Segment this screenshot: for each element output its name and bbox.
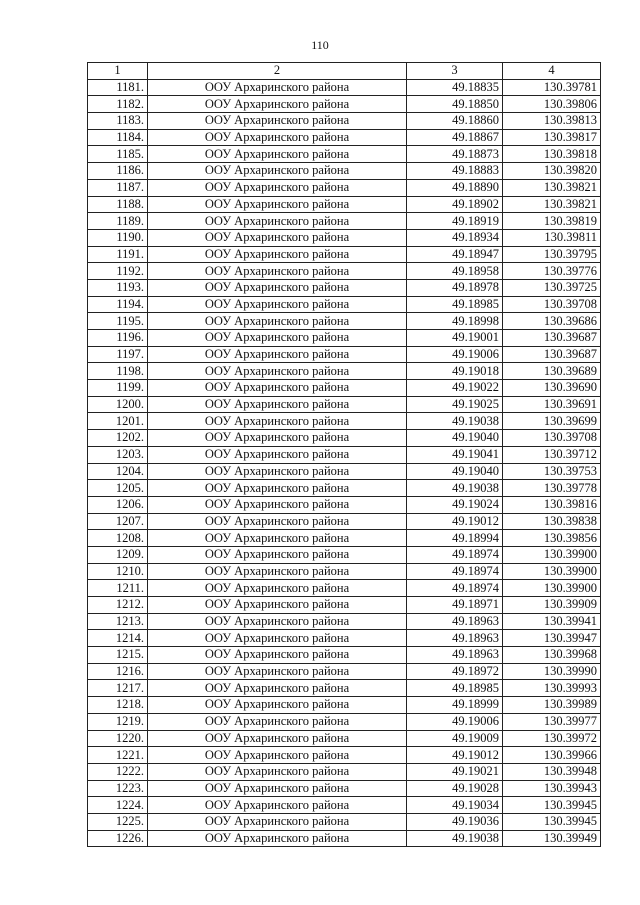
longitude-cell: 130.39943 <box>503 780 601 797</box>
row-number-cell: 1225. <box>88 813 148 830</box>
table-row <box>88 246 601 263</box>
table-row <box>88 713 601 730</box>
table-row <box>88 480 601 497</box>
longitude-cell: 130.39945 <box>503 813 601 830</box>
organization-cell: ООУ Архаринского района <box>148 213 407 230</box>
latitude-cell: 49.19041 <box>407 446 503 463</box>
organization-cell: ООУ Архаринского района <box>148 513 407 530</box>
longitude-cell: 130.39712 <box>503 446 601 463</box>
longitude-cell: 130.39821 <box>503 179 601 196</box>
latitude-cell: 49.18971 <box>407 597 503 614</box>
organization-cell: ООУ Архаринского района <box>148 597 407 614</box>
table-row <box>88 363 601 380</box>
table-row <box>88 296 601 313</box>
organization-cell: ООУ Архаринского района <box>148 279 407 296</box>
row-number-cell: 1198. <box>88 363 148 380</box>
table-row <box>88 396 601 413</box>
row-number-cell: 1215. <box>88 647 148 664</box>
row-number-cell: 1206. <box>88 496 148 513</box>
table-row <box>88 546 601 563</box>
latitude-cell: 49.18974 <box>407 580 503 597</box>
organization-cell: ООУ Архаринского района <box>148 630 407 647</box>
latitude-cell: 49.19038 <box>407 830 503 847</box>
latitude-cell: 49.19012 <box>407 513 503 530</box>
row-number-cell: 1224. <box>88 797 148 814</box>
row-number-cell: 1189. <box>88 213 148 230</box>
latitude-cell: 49.18974 <box>407 563 503 580</box>
row-number-cell: 1221. <box>88 747 148 764</box>
row-number-cell: 1213. <box>88 613 148 630</box>
longitude-cell: 130.39690 <box>503 380 601 397</box>
table-row <box>88 113 601 130</box>
organization-cell: ООУ Архаринского района <box>148 613 407 630</box>
column-header: 2 <box>148 63 407 80</box>
longitude-cell: 130.39725 <box>503 279 601 296</box>
organization-cell: ООУ Архаринского района <box>148 446 407 463</box>
table-row <box>88 196 601 213</box>
latitude-cell: 49.18963 <box>407 613 503 630</box>
table-row <box>88 563 601 580</box>
table-row <box>88 96 601 113</box>
longitude-cell: 130.39820 <box>503 163 601 180</box>
table-row <box>88 179 601 196</box>
latitude-cell: 49.18958 <box>407 263 503 280</box>
longitude-cell: 130.39900 <box>503 563 601 580</box>
table-row <box>88 380 601 397</box>
longitude-cell: 130.39945 <box>503 797 601 814</box>
organization-cell: ООУ Архаринского района <box>148 79 407 96</box>
table-row <box>88 346 601 363</box>
organization-cell: ООУ Архаринского района <box>148 530 407 547</box>
coordinates-table <box>87 62 601 847</box>
latitude-cell: 49.19012 <box>407 747 503 764</box>
row-number-cell: 1212. <box>88 597 148 614</box>
table-row <box>88 830 601 847</box>
longitude-cell: 130.39968 <box>503 647 601 664</box>
longitude-cell: 130.39699 <box>503 413 601 430</box>
organization-cell: ООУ Архаринского района <box>148 496 407 513</box>
organization-cell: ООУ Архаринского района <box>148 363 407 380</box>
row-number-cell: 1220. <box>88 730 148 747</box>
table-row <box>88 513 601 530</box>
latitude-cell: 49.18902 <box>407 196 503 213</box>
organization-cell: ООУ Архаринского района <box>148 763 407 780</box>
row-number-cell: 1184. <box>88 129 148 146</box>
table-row <box>88 446 601 463</box>
organization-cell: ООУ Архаринского района <box>148 413 407 430</box>
table-row <box>88 413 601 430</box>
longitude-cell: 130.39753 <box>503 463 601 480</box>
row-number-cell: 1200. <box>88 396 148 413</box>
organization-cell: ООУ Архаринского района <box>148 830 407 847</box>
latitude-cell: 49.19001 <box>407 330 503 347</box>
organization-cell: ООУ Архаринского района <box>148 647 407 664</box>
table-row <box>88 129 601 146</box>
organization-cell: ООУ Архаринского района <box>148 129 407 146</box>
latitude-cell: 49.19040 <box>407 430 503 447</box>
row-number-cell: 1196. <box>88 330 148 347</box>
latitude-cell: 49.18860 <box>407 113 503 130</box>
latitude-cell: 49.18978 <box>407 279 503 296</box>
organization-cell: ООУ Архаринского района <box>148 430 407 447</box>
organization-cell: ООУ Архаринского района <box>148 480 407 497</box>
longitude-cell: 130.39949 <box>503 830 601 847</box>
organization-cell: ООУ Архаринского района <box>148 797 407 814</box>
column-header: 3 <box>407 63 503 80</box>
row-number-cell: 1182. <box>88 96 148 113</box>
latitude-cell: 49.18873 <box>407 146 503 163</box>
column-header: 4 <box>503 63 601 80</box>
row-number-cell: 1210. <box>88 563 148 580</box>
organization-cell: ООУ Архаринского района <box>148 163 407 180</box>
longitude-cell: 130.39708 <box>503 296 601 313</box>
organization-cell: ООУ Архаринского района <box>148 580 407 597</box>
longitude-cell: 130.39795 <box>503 246 601 263</box>
row-number-cell: 1190. <box>88 229 148 246</box>
row-number-cell: 1216. <box>88 663 148 680</box>
latitude-cell: 49.18999 <box>407 697 503 714</box>
longitude-cell: 130.39811 <box>503 229 601 246</box>
table-row <box>88 79 601 96</box>
row-number-cell: 1219. <box>88 713 148 730</box>
longitude-cell: 130.39948 <box>503 763 601 780</box>
longitude-cell: 130.39817 <box>503 129 601 146</box>
organization-cell: ООУ Архаринского района <box>148 113 407 130</box>
organization-cell: ООУ Архаринского района <box>148 296 407 313</box>
column-header: 1 <box>88 63 148 80</box>
latitude-cell: 49.18985 <box>407 680 503 697</box>
organization-cell: ООУ Архаринского района <box>148 663 407 680</box>
organization-cell: ООУ Архаринского района <box>148 780 407 797</box>
row-number-cell: 1181. <box>88 79 148 96</box>
row-number-cell: 1192. <box>88 263 148 280</box>
longitude-cell: 130.39900 <box>503 546 601 563</box>
organization-cell: ООУ Архаринского района <box>148 246 407 263</box>
row-number-cell: 1193. <box>88 279 148 296</box>
longitude-cell: 130.39708 <box>503 430 601 447</box>
latitude-cell: 49.19025 <box>407 396 503 413</box>
table-row <box>88 647 601 664</box>
longitude-cell: 130.39806 <box>503 96 601 113</box>
row-number-cell: 1187. <box>88 179 148 196</box>
page-number: 110 <box>311 38 329 52</box>
longitude-cell: 130.39966 <box>503 747 601 764</box>
organization-cell: ООУ Архаринского района <box>148 346 407 363</box>
longitude-cell: 130.39818 <box>503 146 601 163</box>
latitude-cell: 49.19024 <box>407 496 503 513</box>
latitude-cell: 49.19006 <box>407 713 503 730</box>
organization-cell: ООУ Архаринского района <box>148 313 407 330</box>
row-number-cell: 1207. <box>88 513 148 530</box>
row-number-cell: 1211. <box>88 580 148 597</box>
longitude-cell: 130.39687 <box>503 330 601 347</box>
latitude-cell: 49.18998 <box>407 313 503 330</box>
organization-cell: ООУ Архаринского района <box>148 229 407 246</box>
latitude-cell: 49.18867 <box>407 129 503 146</box>
latitude-cell: 49.18985 <box>407 296 503 313</box>
organization-cell: ООУ Архаринского района <box>148 563 407 580</box>
table-row <box>88 263 601 280</box>
latitude-cell: 49.18947 <box>407 246 503 263</box>
table-row <box>88 313 601 330</box>
row-number-cell: 1205. <box>88 480 148 497</box>
row-number-cell: 1199. <box>88 380 148 397</box>
longitude-cell: 130.39816 <box>503 496 601 513</box>
longitude-cell: 130.39941 <box>503 613 601 630</box>
table-row <box>88 630 601 647</box>
latitude-cell: 49.18972 <box>407 663 503 680</box>
latitude-cell: 49.18994 <box>407 530 503 547</box>
row-number-cell: 1185. <box>88 146 148 163</box>
latitude-cell: 49.19022 <box>407 380 503 397</box>
organization-cell: ООУ Архаринского района <box>148 380 407 397</box>
table-row <box>88 213 601 230</box>
latitude-cell: 49.19040 <box>407 463 503 480</box>
row-number-cell: 1204. <box>88 463 148 480</box>
organization-cell: ООУ Архаринского района <box>148 697 407 714</box>
latitude-cell: 49.19038 <box>407 480 503 497</box>
longitude-cell: 130.39977 <box>503 713 601 730</box>
table-row <box>88 597 601 614</box>
row-number-cell: 1218. <box>88 697 148 714</box>
row-number-cell: 1188. <box>88 196 148 213</box>
longitude-cell: 130.39993 <box>503 680 601 697</box>
row-number-cell: 1183. <box>88 113 148 130</box>
table-row <box>88 663 601 680</box>
table-body <box>88 79 601 847</box>
organization-cell: ООУ Архаринского района <box>148 680 407 697</box>
latitude-cell: 49.18835 <box>407 79 503 96</box>
row-number-cell: 1222. <box>88 763 148 780</box>
row-number-cell: 1186. <box>88 163 148 180</box>
longitude-cell: 130.39689 <box>503 363 601 380</box>
table-row <box>88 496 601 513</box>
organization-cell: ООУ Архаринского района <box>148 730 407 747</box>
table-row <box>88 613 601 630</box>
latitude-cell: 49.18919 <box>407 213 503 230</box>
longitude-cell: 130.39819 <box>503 213 601 230</box>
organization-cell: ООУ Архаринского района <box>148 713 407 730</box>
latitude-cell: 49.19021 <box>407 763 503 780</box>
longitude-cell: 130.39900 <box>503 580 601 597</box>
latitude-cell: 49.18934 <box>407 229 503 246</box>
table-row <box>88 580 601 597</box>
organization-cell: ООУ Архаринского района <box>148 146 407 163</box>
latitude-cell: 49.19009 <box>407 730 503 747</box>
table-row <box>88 763 601 780</box>
latitude-cell: 49.18883 <box>407 163 503 180</box>
row-number-cell: 1201. <box>88 413 148 430</box>
latitude-cell: 49.19034 <box>407 797 503 814</box>
row-number-cell: 1195. <box>88 313 148 330</box>
row-number-cell: 1226. <box>88 830 148 847</box>
longitude-cell: 130.39856 <box>503 530 601 547</box>
longitude-cell: 130.39813 <box>503 113 601 130</box>
organization-cell: ООУ Архаринского района <box>148 96 407 113</box>
longitude-cell: 130.39687 <box>503 346 601 363</box>
longitude-cell: 130.39778 <box>503 480 601 497</box>
table-row <box>88 747 601 764</box>
longitude-cell: 130.39686 <box>503 313 601 330</box>
row-number-cell: 1223. <box>88 780 148 797</box>
table-row <box>88 146 601 163</box>
longitude-cell: 130.39989 <box>503 697 601 714</box>
table-row <box>88 163 601 180</box>
latitude-cell: 49.19038 <box>407 413 503 430</box>
row-number-cell: 1191. <box>88 246 148 263</box>
longitude-cell: 130.39776 <box>503 263 601 280</box>
row-number-cell: 1197. <box>88 346 148 363</box>
row-number-cell: 1194. <box>88 296 148 313</box>
organization-cell: ООУ Архаринского района <box>148 546 407 563</box>
latitude-cell: 49.19036 <box>407 813 503 830</box>
longitude-cell: 130.39781 <box>503 79 601 96</box>
organization-cell: ООУ Архаринского района <box>148 396 407 413</box>
table-row <box>88 730 601 747</box>
table-row <box>88 330 601 347</box>
table-row <box>88 279 601 296</box>
row-number-cell: 1209. <box>88 546 148 563</box>
row-number-cell: 1208. <box>88 530 148 547</box>
organization-cell: ООУ Архаринского района <box>148 196 407 213</box>
table-row <box>88 780 601 797</box>
latitude-cell: 49.19028 <box>407 780 503 797</box>
table-row <box>88 797 601 814</box>
table-row <box>88 430 601 447</box>
latitude-cell: 49.18963 <box>407 647 503 664</box>
longitude-cell: 130.39838 <box>503 513 601 530</box>
table-row <box>88 463 601 480</box>
latitude-cell: 49.19018 <box>407 363 503 380</box>
latitude-cell: 49.19006 <box>407 346 503 363</box>
latitude-cell: 49.18850 <box>407 96 503 113</box>
longitude-cell: 130.39691 <box>503 396 601 413</box>
table-header-row <box>88 63 601 80</box>
longitude-cell: 130.39972 <box>503 730 601 747</box>
row-number-cell: 1203. <box>88 446 148 463</box>
organization-cell: ООУ Архаринского района <box>148 263 407 280</box>
row-number-cell: 1202. <box>88 430 148 447</box>
longitude-cell: 130.39821 <box>503 196 601 213</box>
table-row <box>88 680 601 697</box>
latitude-cell: 49.18974 <box>407 546 503 563</box>
organization-cell: ООУ Архаринского района <box>148 747 407 764</box>
table-row <box>88 229 601 246</box>
table-row <box>88 813 601 830</box>
organization-cell: ООУ Архаринского района <box>148 330 407 347</box>
longitude-cell: 130.39909 <box>503 597 601 614</box>
organization-cell: ООУ Архаринского района <box>148 463 407 480</box>
longitude-cell: 130.39990 <box>503 663 601 680</box>
row-number-cell: 1217. <box>88 680 148 697</box>
row-number-cell: 1214. <box>88 630 148 647</box>
organization-cell: ООУ Архаринского района <box>148 813 407 830</box>
longitude-cell: 130.39947 <box>503 630 601 647</box>
organization-cell: ООУ Архаринского района <box>148 179 407 196</box>
latitude-cell: 49.18890 <box>407 179 503 196</box>
table-row <box>88 530 601 547</box>
table-row <box>88 697 601 714</box>
latitude-cell: 49.18963 <box>407 630 503 647</box>
